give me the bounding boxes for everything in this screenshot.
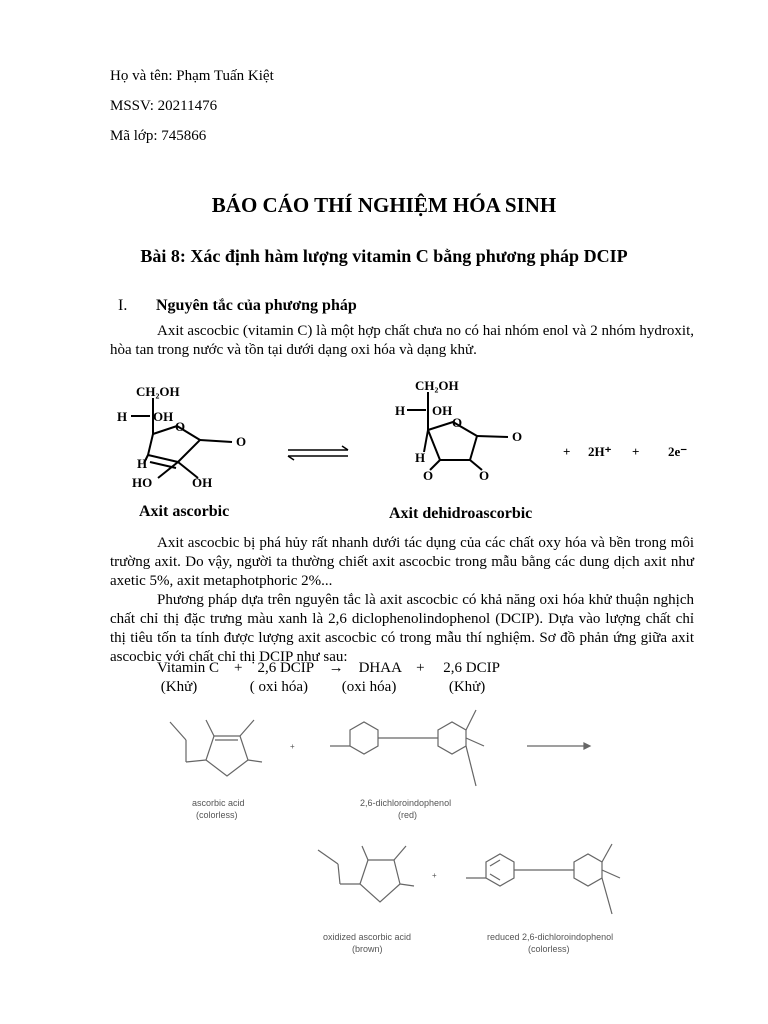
- document-title: BÁO CÁO THÍ NGHIỆM HÓA SINH: [211, 193, 557, 217]
- section-title: Nguyên tắc của phương pháp: [156, 297, 357, 314]
- label-h-right-1: H: [395, 403, 406, 418]
- products-plus: +: [432, 871, 437, 880]
- paragraph-3: Phương pháp dựa trên nguyên tắc là axit ascocbic có khả năng oxi hóa khử thuận nghịch chất chỉ thị đặc trưng màu xanh là 2,6 diclophenolindophenol (DCIP). Dựa vào lượng chất chỉ thị tiêu tốn ta tính được lượng axit ascocbic có trong mẫu thí nghiệm. Sơ đồ phản ứng giữa axit ascocbic với chất chỉ thị DCIP như sau:: [110, 592, 694, 665]
- label-o-carbonyl-right-3: O: [479, 468, 490, 483]
- label-oh-left-2: OH: [192, 475, 213, 490]
- caption-ascorbic-acid: ascorbic acid: [192, 798, 245, 808]
- caption-dcip: 2,6-dichloroindophenol: [360, 798, 452, 808]
- products-protons: 2H⁺: [588, 444, 612, 459]
- label-o-carbonyl-right-1: O: [512, 429, 523, 444]
- paragraph-2: Axit ascocbic bị phá hủy rất nhanh dưới tác dụng của các chất oxy hóa và bền trong môi trường axit. Do vậy, người ta thường chiết axit ascocbic trong mẫu bằng các dung dịch axit như axetic 5%, axit metaphotphoric 2%...: [110, 535, 694, 589]
- section-number: I.: [118, 297, 128, 314]
- caption-oxidized-ascorbic: oxidized ascorbic acid: [323, 932, 412, 942]
- dcip-structure: [330, 710, 484, 786]
- oxidized-ascorbic-structure: [318, 846, 414, 902]
- class-code: Mã lớp: 745866: [110, 128, 207, 144]
- label-h-left-2: H: [137, 456, 148, 471]
- reaction-arrow-icon: [527, 743, 590, 749]
- caption-reduced-dcip-color: (colorless): [528, 944, 570, 954]
- label-oh-right: OH: [432, 403, 453, 418]
- products-plus-1: +: [563, 444, 571, 459]
- caption-dehydroascorbic: Axit dehidroascorbic: [389, 505, 533, 522]
- student-name: Họ và tên: Phạm Tuấn Kiệt: [110, 68, 274, 84]
- label-o-carbonyl-left: O: [236, 434, 247, 449]
- label-o-carbonyl-right-2: O: [423, 468, 434, 483]
- paragraph-1: Axit ascocbic (vitamin C) là một hợp chất chưa no có hai nhóm enol và 2 nhóm hydroxit, hòa tan trong nước và tồn tại dưới dạng oxi hóa và dạng khử.: [110, 323, 694, 358]
- reaction-equation: Vitamin C + 2,6 DCIP → DHAA + 2,6 DCIP: [157, 660, 500, 676]
- label-oh-left-1: OH: [153, 409, 174, 424]
- label-h-left-1: H: [117, 409, 128, 424]
- reaction-roles: (Khử) ( oxi hóa) (oxi hóa) (Khử): [157, 679, 486, 695]
- caption-ascorbic-acid-color: (colorless): [196, 810, 238, 820]
- caption-reduced-dcip: reduced 2,6-dichloroindophenol: [487, 932, 614, 942]
- label-o-ring-left: O: [175, 419, 186, 434]
- label-o-ring-right: O: [452, 415, 463, 430]
- caption-ascorbic: Axit ascorbic: [139, 503, 230, 520]
- products-electrons: 2e⁻: [668, 444, 688, 459]
- dcip-plus: +: [290, 742, 295, 751]
- label-ch2oh-right: CH₂OH: [415, 378, 459, 393]
- ascorbic-acid-structure: [170, 720, 262, 776]
- caption-oxidized-ascorbic-color: (brown): [352, 944, 383, 954]
- reduced-dcip-structure: [466, 844, 620, 914]
- label-ch2oh-left: CH₂OH: [136, 384, 180, 399]
- student-id: MSSV: 20211476: [110, 98, 218, 114]
- label-ho-left: HO: [132, 475, 153, 490]
- products-plus-2: +: [632, 444, 640, 459]
- label-h-right-2: H: [415, 450, 426, 465]
- document-subtitle: Bài 8: Xác định hàm lượng vitamin C bằng phương pháp DCIP: [140, 246, 628, 266]
- caption-dcip-color: (red): [398, 810, 418, 820]
